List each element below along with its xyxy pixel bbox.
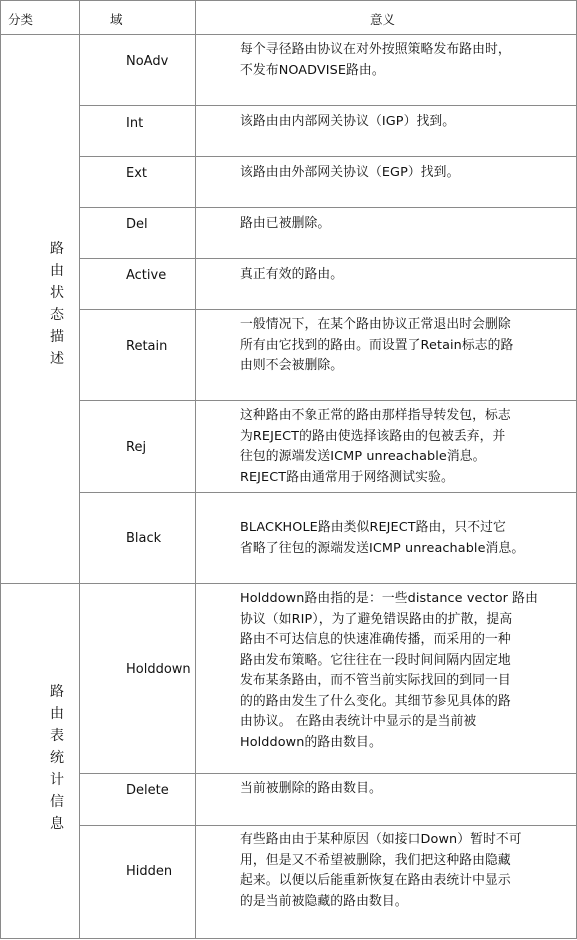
row-divider bbox=[79, 105, 577, 106]
field-meaning: 真正有效的路由。 bbox=[240, 267, 344, 282]
field-meaning: 该路由由内部网关协议（IGP）找到。 bbox=[240, 114, 456, 129]
field-meaning: Holddown路由指的是：一些distance vector 路由 协议（如RIP），为了避免错误路由的扩散，提高 路由不可达信息的快速准确传播，而采用的一种 路由发布策略。它往往在一段时间间隔内固定地 发布某条路由，而不管当前实际找回的到同一目 的的路由发生了什么变化。其细节参见具体的路 由协议。 在路由表统计中显示的是当前被 Holddown的路由数目。 bbox=[240, 591, 538, 750]
row-divider bbox=[79, 773, 577, 774]
category-route-table-stats: 路 由 表 统 计 信 息 bbox=[50, 684, 64, 832]
field-meaning: 路由已被删除。 bbox=[240, 216, 331, 231]
field-meaning: 当前被删除的路由数目。 bbox=[240, 781, 382, 796]
category-divider bbox=[0, 583, 577, 584]
row-divider bbox=[79, 258, 577, 259]
header-field: 域 bbox=[110, 12, 123, 27]
field-name: Delete bbox=[126, 783, 169, 798]
row-divider bbox=[79, 825, 577, 826]
field-name: Retain bbox=[126, 339, 168, 354]
field-name: Active bbox=[126, 268, 167, 283]
field-meaning: 这种路由不象正常的路由那样指导转发包，标志 为REJECT的路由使选择该路由的包被丢弃，并 往包的源端发送ICMP unreachable消息。 REJECT路由通常用于网络测试实验。 bbox=[240, 408, 511, 485]
row-divider bbox=[79, 156, 577, 157]
field-name: Ext bbox=[126, 166, 148, 181]
field-meaning: 有些路由由于某种原因（如接口Down）暂时不可 用，但是又不希望被删除，我们把这种路由隐藏 起来。以便以后能重新恢复在路由表统计中显示 的是当前被隐藏的路由数目。 bbox=[240, 832, 522, 909]
field-name: Int bbox=[126, 116, 144, 131]
field-meaning: 一般情况下，在某个路由协议正常退出时会删除 所有由它找到的路由。而设置了Retain标志的路 由则不会被删除。 bbox=[240, 317, 514, 373]
field-name: Black bbox=[126, 531, 162, 546]
header-divider bbox=[0, 34, 577, 35]
field-meaning: 该路由由外部网关协议（EGP）找到。 bbox=[240, 165, 460, 180]
table-border-top bbox=[0, 0, 577, 1]
table-border-left bbox=[0, 0, 1, 939]
row-divider bbox=[79, 492, 577, 493]
column-divider bbox=[195, 0, 196, 939]
category-route-status: 路 由 状 态 描 述 bbox=[50, 241, 64, 367]
header-meaning: 意义 bbox=[370, 12, 396, 27]
header-category: 分类 bbox=[8, 12, 34, 27]
field-name: Holddown bbox=[126, 662, 191, 677]
field-name: NoAdv bbox=[126, 54, 169, 69]
field-name: Del bbox=[126, 217, 148, 232]
row-divider bbox=[79, 400, 577, 401]
field-name: Rej bbox=[126, 440, 147, 455]
row-divider bbox=[79, 309, 577, 310]
field-meaning: 每个寻径路由协议在对外按照策略发布路由时， 不发布NOADVISE路由。 bbox=[240, 42, 511, 78]
table-border-bottom bbox=[0, 938, 577, 939]
field-meaning: BLACKHOLE路由类似REJECT路由，只不过它 省略了往包的源端发送ICMP unreachable消息。 bbox=[240, 520, 525, 556]
row-divider bbox=[79, 207, 577, 208]
field-name: Hidden bbox=[126, 864, 173, 879]
column-divider bbox=[79, 0, 80, 939]
